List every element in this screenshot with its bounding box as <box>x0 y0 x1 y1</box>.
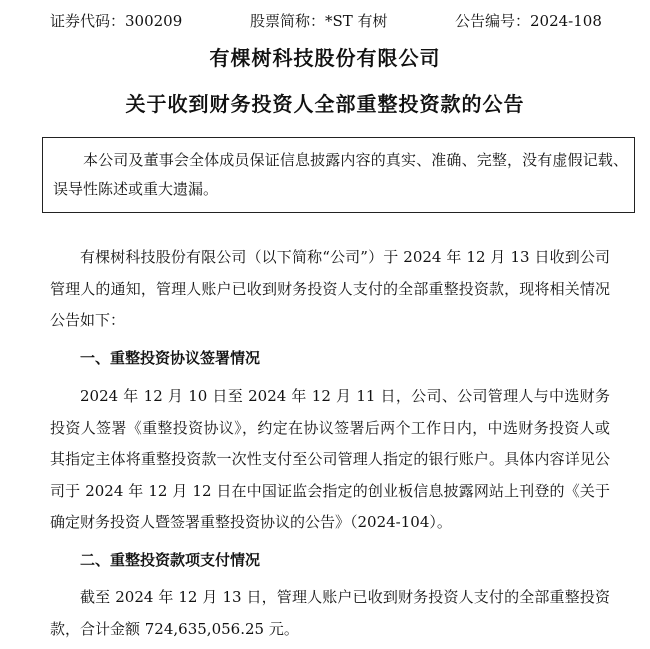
disclaimer-text: 本公司及董事会全体成员保证信息披露内容的真实、准确、完整，没有虚假记载、误导性陈述或重大遗漏。 <box>53 151 628 198</box>
section-paragraph-payment: 截至 2024 年 12 月 13 日，管理人账户已收到财务投资人支付的全部重整投资款，合计金额 724,635,056.25 元。 <box>50 588 610 638</box>
intro-paragraph: 有棵树科技股份有限公司（以下简称“公司”）于 2024 年 12 月 13 日收到公司管理人的通知，管理人账户已收到财务投资人支付的全部重整投资款，现将相关情况公告如下： <box>50 248 610 329</box>
section-heading-agreement: 一、重整投资协议签署情况 <box>80 349 261 367</box>
company-name-title: 有棵树科技股份有限公司 <box>209 46 441 70</box>
section-paragraph-agreement: 2024 年 12 月 10 日至 2024 年 12 月 11 日，公司、公司管理人与中选财务投资人签署《重整投资协议》，约定在协议签署后两个工作日内，中选财务投资人或其指定主体将重整投资款一次性支付至公司管理人指定的银行账户。具体内容详见公司于 2024 年 12 月 12 日在中国证监会指定的创业板信息披露网站上刊登的《关于确定财务投资人暨签署重整投资协议的公告》（2024-104）。 <box>50 387 610 531</box>
stock-abbreviation: 股票简称：*ST 有树 <box>250 12 388 30</box>
announcement-number: 公告编号：2024-108 <box>455 12 602 30</box>
document-header <box>0 10 650 34</box>
announcement-title: 关于收到财务投资人全部重整投资款的公告 <box>125 92 525 116</box>
disclaimer-box <box>42 137 635 213</box>
stock-code: 证券代码：300209 <box>50 12 183 30</box>
section-heading-payment: 二、重整投资款项支付情况 <box>80 551 261 569</box>
